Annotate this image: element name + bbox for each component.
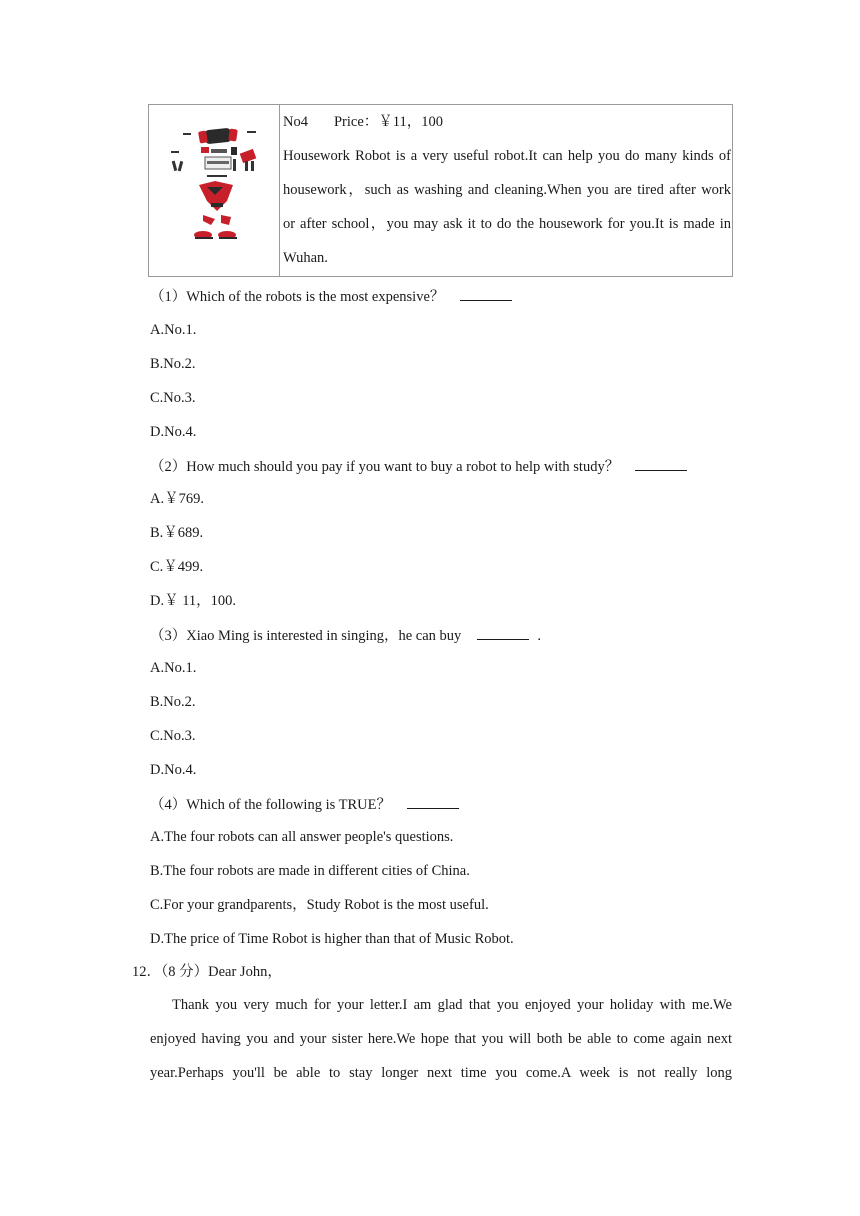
robot-image-cell (149, 105, 280, 276)
question-suffix: . (537, 628, 541, 644)
question-3 (150, 625, 541, 646)
answer-blank[interactable] (635, 456, 687, 471)
robot-price: Price：￥11，100 (333, 114, 443, 130)
option-1d[interactable]: D.No.4. (150, 424, 197, 440)
answer-blank[interactable] (407, 794, 459, 809)
option-1c[interactable]: C.No.3. (150, 390, 196, 406)
answer-blank[interactable] (460, 286, 512, 301)
option-3d[interactable]: D.No.4. (150, 762, 197, 778)
letter-line: year.Perhaps you'll be able to stay longer next time you come.A week is not really long (150, 1065, 732, 1081)
question-stem: （3）Xiao Ming is interested in singing，he can buy (150, 628, 462, 644)
letter-line: enjoyed having you and your sister here.We hope that you will both be able to come again next (150, 1031, 732, 1047)
letter-paragraph (150, 988, 732, 1090)
question-1 (150, 286, 512, 307)
option-4a[interactable]: A.The four robots can all answer people's questions. (150, 829, 454, 845)
question-stem: （2）How much should you pay if you want to buy a robot to help with study？ (150, 459, 620, 475)
robot-header-line (283, 105, 732, 139)
option-3a[interactable]: A.No.1. (150, 660, 197, 676)
option-2c[interactable]: C.￥499. (150, 559, 204, 575)
robot-number: No4 (283, 114, 308, 130)
robot-description-cell (280, 105, 732, 276)
letter-line: Thank you very much for your letter.I am glad that you enjoyed your holiday with me.We (172, 997, 732, 1013)
question-2 (150, 456, 687, 477)
answer-blank[interactable] (477, 625, 529, 640)
question-stem: （1）Which of the robots is the most expensive？ (150, 289, 445, 305)
desc-line: or after school，you may ask it to do the housework for you.It is made in (283, 216, 731, 232)
question-stem: （4）Which of the following is TRUE？ (150, 797, 391, 813)
option-2d[interactable]: D.￥ 11，100. (150, 593, 237, 609)
option-4d[interactable]: D.The price of Time Robot is higher than that of Music Robot. (150, 931, 514, 947)
desc-line: Wuhan. (283, 250, 328, 266)
question-4 (150, 794, 459, 815)
option-1b[interactable]: B.No.2. (150, 356, 196, 372)
option-2a[interactable]: A.￥769. (150, 491, 204, 507)
letter-heading: 12．（8 分）Dear John， (132, 964, 282, 980)
option-2b[interactable]: B.￥689. (150, 525, 204, 541)
desc-line: Housework Robot is a very useful robot.It can help you do many kinds of (283, 148, 731, 164)
housework-robot-icon (163, 121, 263, 245)
option-1a[interactable]: A.No.1. (150, 322, 197, 338)
option-4b[interactable]: B.The four robots are made in different cities of China. (150, 863, 470, 879)
option-3b[interactable]: B.No.2. (150, 694, 196, 710)
robot-table (148, 104, 733, 277)
option-4c[interactable]: C.For your grandparents，Study Robot is the most useful. (150, 897, 489, 913)
desc-line: housework，such as washing and cleaning.When you are tired after work (283, 182, 731, 198)
option-3c[interactable]: C.No.3. (150, 728, 196, 744)
